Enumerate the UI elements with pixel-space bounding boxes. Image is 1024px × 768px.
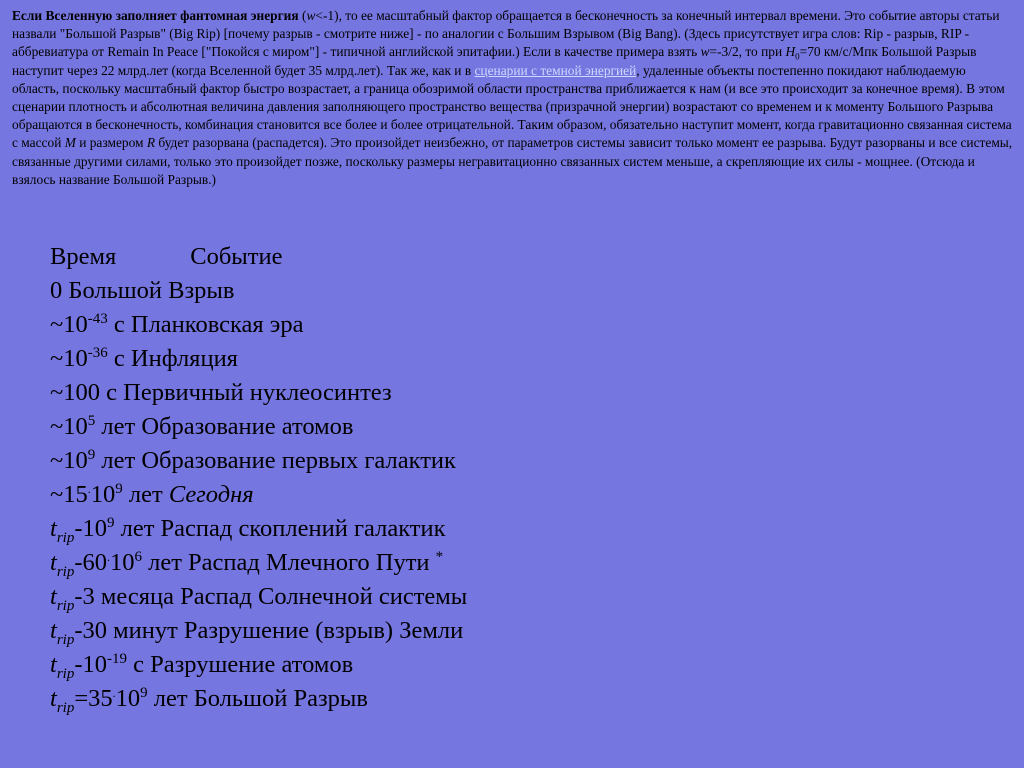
row-text: лет Распад скоплений галактик: [114, 515, 446, 542]
exponent: -19: [107, 650, 127, 667]
dot: .: [112, 685, 116, 700]
var-H: H: [785, 44, 796, 60]
rip-subscript: rip: [56, 597, 75, 614]
timeline-row: [50, 614, 467, 648]
exponent: 5: [87, 412, 96, 429]
text-span: =70 км/с/Мпк Большой Разрыв наступит через 22 млрд.лет (когда Вселенной будет 35 млрд.лет). Так же, как и в: [12, 44, 977, 78]
var-t: t: [50, 685, 57, 712]
row-text: с Разрушение атомов: [127, 651, 354, 678]
row-text: ~10: [50, 311, 88, 338]
intro-paragraph: [12, 7, 1014, 189]
row-text: лет Распад Млечного Пути: [142, 549, 436, 576]
exponent: 9: [140, 684, 148, 701]
row-text: -60: [74, 549, 107, 576]
timeline-row: [50, 376, 467, 410]
text-span: будет разорвана (распадется). Это произойдет неизбежно, от параметров системы зависит только момент ее разрыва. Будут разорваны и все системы, связанные другими силами, только это произойдет позже, поскольку размеры негравитационно связанных систем меньше, а скрепляющие их силы - мощнее. (Отсюда и взялось название Большой Разрыв.): [12, 135, 1013, 187]
text-span: (: [298, 8, 307, 23]
var-M: M: [64, 135, 76, 151]
text-span: <-1), то ее масштабный фактор обращается в бесконечность за конечный интервал времени. Это событие авторы статьи назвали "Большой Разрыв" (Big Rip) [почему разрыв - смотрите ниже] - по аналогии с Большим Взрывом (Big Bang). (Здесь присутствует игра слов: Rip - разрыв, RIP - аббревиатура от Remain In Peace ["Покойся с миром"] - типичной английской эпитафии.) Если в качестве примера взять: [12, 8, 1000, 60]
row-text: ~10: [50, 345, 88, 372]
timeline-row: [50, 580, 467, 614]
row-text: -30 минут Разрушение (взрыв) Земли: [74, 617, 464, 644]
exponent: 9: [107, 514, 115, 531]
rip-subscript: rip: [56, 563, 75, 580]
exponent: -43: [87, 310, 108, 327]
row-text: =35: [74, 685, 113, 712]
subscript: 0: [795, 52, 800, 63]
header-time: Время: [50, 243, 117, 270]
row-text: -3 месяца Распад Солнечной системы: [74, 583, 468, 610]
timeline-row: [50, 342, 467, 376]
row-text: лет Образование атомов: [95, 413, 354, 440]
dark-energy-link[interactable]: сценарии с темной энергией: [474, 62, 637, 78]
timeline-row: [50, 410, 467, 444]
exponent: 9: [115, 480, 123, 497]
header-event: Событие: [190, 243, 283, 270]
timeline-row: [50, 308, 467, 342]
row-text: 0 Большой Взрыв: [50, 277, 235, 304]
timeline-row: [50, 478, 467, 512]
exponent: -36: [87, 344, 108, 361]
timeline-list: [50, 240, 467, 716]
var-w: w: [700, 44, 710, 60]
row-text: -10: [74, 515, 107, 542]
rip-subscript: rip: [56, 665, 75, 682]
var-R: R: [146, 135, 156, 151]
timeline-row: [50, 682, 467, 716]
timeline-row: [50, 444, 467, 478]
row-text: 10: [110, 549, 135, 576]
row-text: лет: [122, 481, 169, 508]
row-text: -10: [74, 651, 107, 678]
row-text: ~100 с Первичный нуклеосинтез: [50, 379, 392, 406]
dot: .: [87, 481, 91, 496]
row-text: ~10: [50, 447, 88, 474]
row-text: 10: [115, 685, 141, 712]
exponent: 6: [134, 548, 142, 565]
row-text: ~10: [50, 413, 88, 440]
rip-subscript: rip: [56, 699, 75, 716]
footnote-star: *: [435, 548, 444, 565]
timeline-row: [50, 274, 467, 308]
today-label: Сегодня: [168, 481, 254, 508]
row-text: лет Образование первых галактик: [95, 447, 456, 474]
row-text: лет Большой Разрыв: [147, 685, 368, 712]
timeline-row: [50, 512, 467, 546]
row-text: 10: [90, 481, 116, 508]
row-text: с Планковская эра: [107, 311, 304, 338]
var-t: t: [50, 549, 57, 576]
row-text: ~15: [50, 481, 88, 508]
var-t: t: [50, 617, 57, 644]
timeline-row: [50, 546, 467, 580]
timeline-row: [50, 648, 467, 682]
text-span: =-3/2, то при: [709, 44, 786, 60]
exponent: 9: [87, 446, 96, 463]
lead-bold-text: Если Вселенную заполняет фантомная энергия: [12, 8, 299, 23]
rip-subscript: rip: [56, 529, 75, 546]
text-span: , удаленные объекты постепенно покидают наблюдаемую область, поскольку масштабный фактор быстро возрастает, а граница обозримой области пространства приближается к нам (и все это происходит за конечное время). В этом сценарии плотность и абсолютная величина давления заполняющего пространство вещества (призрачной энергии) возрастают со временем и к моменту Большого Разрыва обращаются в бесконечность, комбинация становится все более и более отрицательной. Таким образом, обязательно наступит момент, когда гравитационно связанная система с массой: [12, 62, 1012, 151]
timeline-header: [50, 240, 467, 274]
var-w: w: [306, 8, 316, 23]
var-t: t: [50, 583, 57, 610]
text-span: и размером: [75, 135, 147, 151]
var-t: t: [50, 651, 57, 678]
dot: .: [107, 549, 110, 564]
rip-subscript: rip: [56, 631, 75, 648]
row-text: с Инфляция: [107, 345, 238, 372]
var-t: t: [50, 515, 57, 542]
